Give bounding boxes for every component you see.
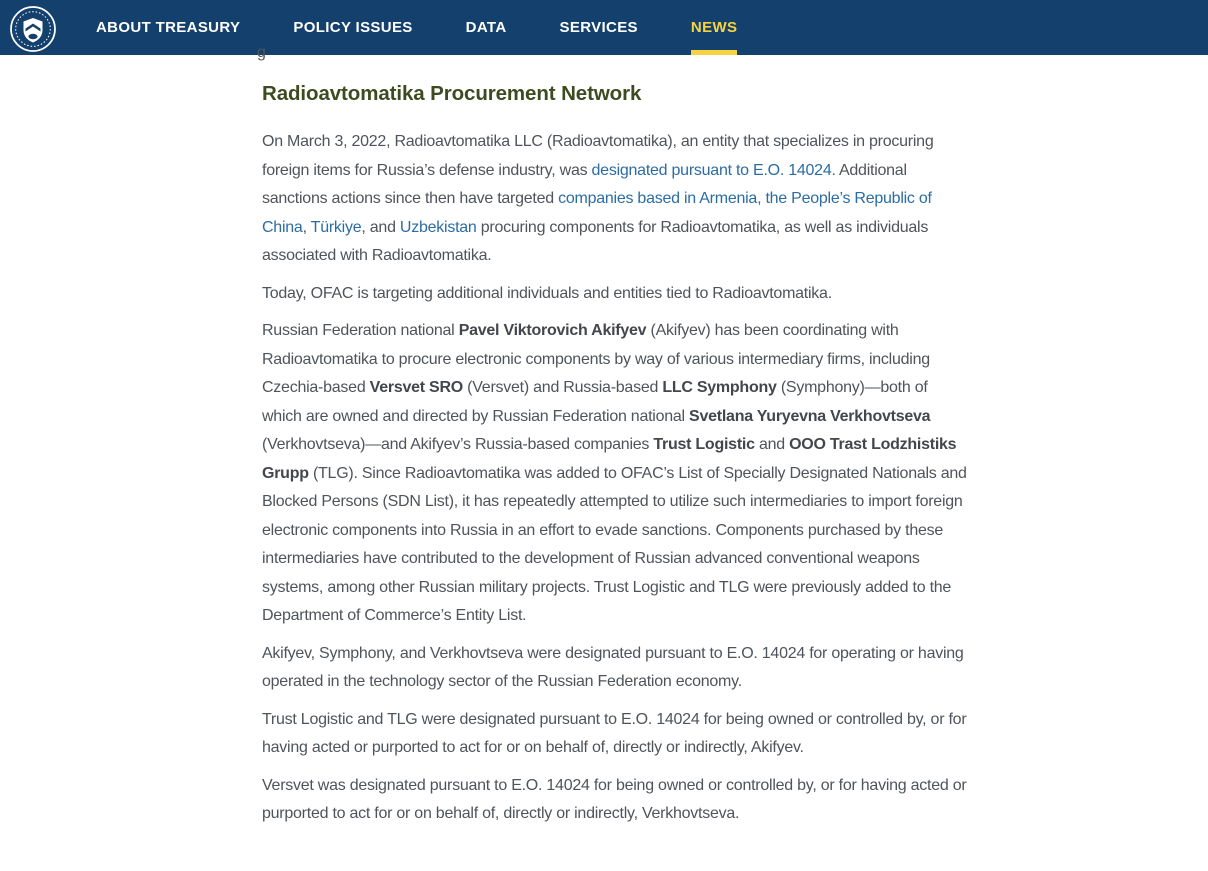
- text-run: (Verkhovtseva)—and Akifyev’s Russia-based companies: [262, 436, 654, 453]
- text-run: Russian Federation national: [262, 322, 459, 339]
- text-run: Akifyev, Symphony, and Verkhovtseva were designated pursuant to E.O. 14024 for operating or having operated in the technology sector of the Russian Federation economy.: [262, 644, 964, 690]
- entity-name-bold: Versvet SRO: [369, 379, 463, 396]
- nav-item-services[interactable]: SERVICES: [559, 19, 638, 36]
- article-body: [257, 44, 967, 829]
- inline-link[interactable]: designated pursuant to E.O. 14024.: [591, 161, 836, 179]
- paragraph-versvet-designation: [262, 772, 967, 829]
- paragraph-akifyev-designation: [262, 640, 967, 697]
- nav-item-about-treasury[interactable]: ABOUT TREASURY: [96, 19, 241, 36]
- paragraph-ofac-targeting: [262, 280, 967, 309]
- text-run: Versvet was designated pursuant to E.O. 14024 for being owned or controlled by, or for having acted or purported to act for or on behalf of, directly or indirectly, Verkhovtseva.: [262, 776, 967, 822]
- primary-nav: [96, 0, 737, 55]
- treasury-seal-icon: [9, 4, 57, 52]
- paragraph-trust-logistic-designation: [262, 706, 967, 763]
- entity-name-bold: Pavel Viktorovich Akifyev: [458, 322, 647, 339]
- paragraph-akifyev-network: [262, 317, 967, 631]
- text-run: (Akifyev) has been coordinating with Radioavtomatika to procure electronic components by way of various intermediary firms, including Czechia-based: [262, 322, 930, 396]
- text-run: Today, OFAC is targeting additional individuals and entities tied to Radioavtomatika.: [262, 284, 832, 302]
- treasury-seal-logo[interactable]: [9, 0, 57, 55]
- entity-name-bold: Svetlana Yuryevna Verkhovtseva: [689, 407, 931, 425]
- article-section-title: Radioavtomatika Procurement Network: [262, 82, 642, 105]
- text-run: procuring components for Radioavtomatika, as well as individuals associated with Radioavtomatika.: [262, 218, 929, 264]
- text-run: ,: [302, 218, 311, 236]
- text-run: (TLG). Since Radioavtomatika was added to OFAC’s List of Specially Designated Nationals and Blocked Persons (SDN List), it has repeatedly attempted to utilize such intermediaries to import foreign electronic components into Russia in an effort to evade sanctions. Components purchased by these intermediaries have contributed to the development of Russian advanced conventional weapons systems, among other Russian military projects. Trust Logistic and TLG were previously added to the Department of Commerce’s Entity List.: [262, 464, 967, 624]
- entity-name-bold: LLC Symphony: [662, 379, 777, 396]
- paragraph-designation-intro: [262, 128, 967, 271]
- nav-item-policy-issues[interactable]: POLICY ISSUES: [293, 19, 413, 36]
- text-run: (Symphony)—both of which are owned and directed by Russian Federation national: [262, 379, 928, 425]
- text-run: On March 3, 2022, Radioavtomatika LLC (Radioavtomatika), an entity that specializes in procuring foreign items for Russia’s defense industry, was: [262, 133, 934, 179]
- inline-link[interactable]: companies based in Armenia, the People’s Republic of China: [262, 190, 932, 236]
- clipped-text-glyph: g: [257, 44, 266, 61]
- text-run: Trust Logistic and TLG were designated pursuant to E.O. 14024 for being owned or controlled by, or for having acted or purported to act for or on behalf of, directly or indirectly, Akifyev.: [262, 710, 967, 756]
- inline-link[interactable]: Uzbekistan: [399, 218, 477, 236]
- entity-name-bold: OOO Trast Lodzhistiks Grupp: [262, 436, 957, 482]
- text-run: (Versvet) and Russia-based: [462, 379, 663, 396]
- text-run: and: [754, 436, 790, 453]
- site-header: [0, 0, 1208, 55]
- clipped-text-fragment: [257, 44, 279, 67]
- text-run: , and: [361, 218, 400, 236]
- entity-name-bold: Trust Logistic: [653, 436, 755, 453]
- inline-link[interactable]: Türkiye: [310, 218, 362, 236]
- text-run: Additional sanctions actions since then have targeted: [262, 161, 907, 207]
- nav-item-data[interactable]: DATA: [465, 19, 507, 36]
- nav-item-news[interactable]: NEWS: [691, 0, 737, 55]
